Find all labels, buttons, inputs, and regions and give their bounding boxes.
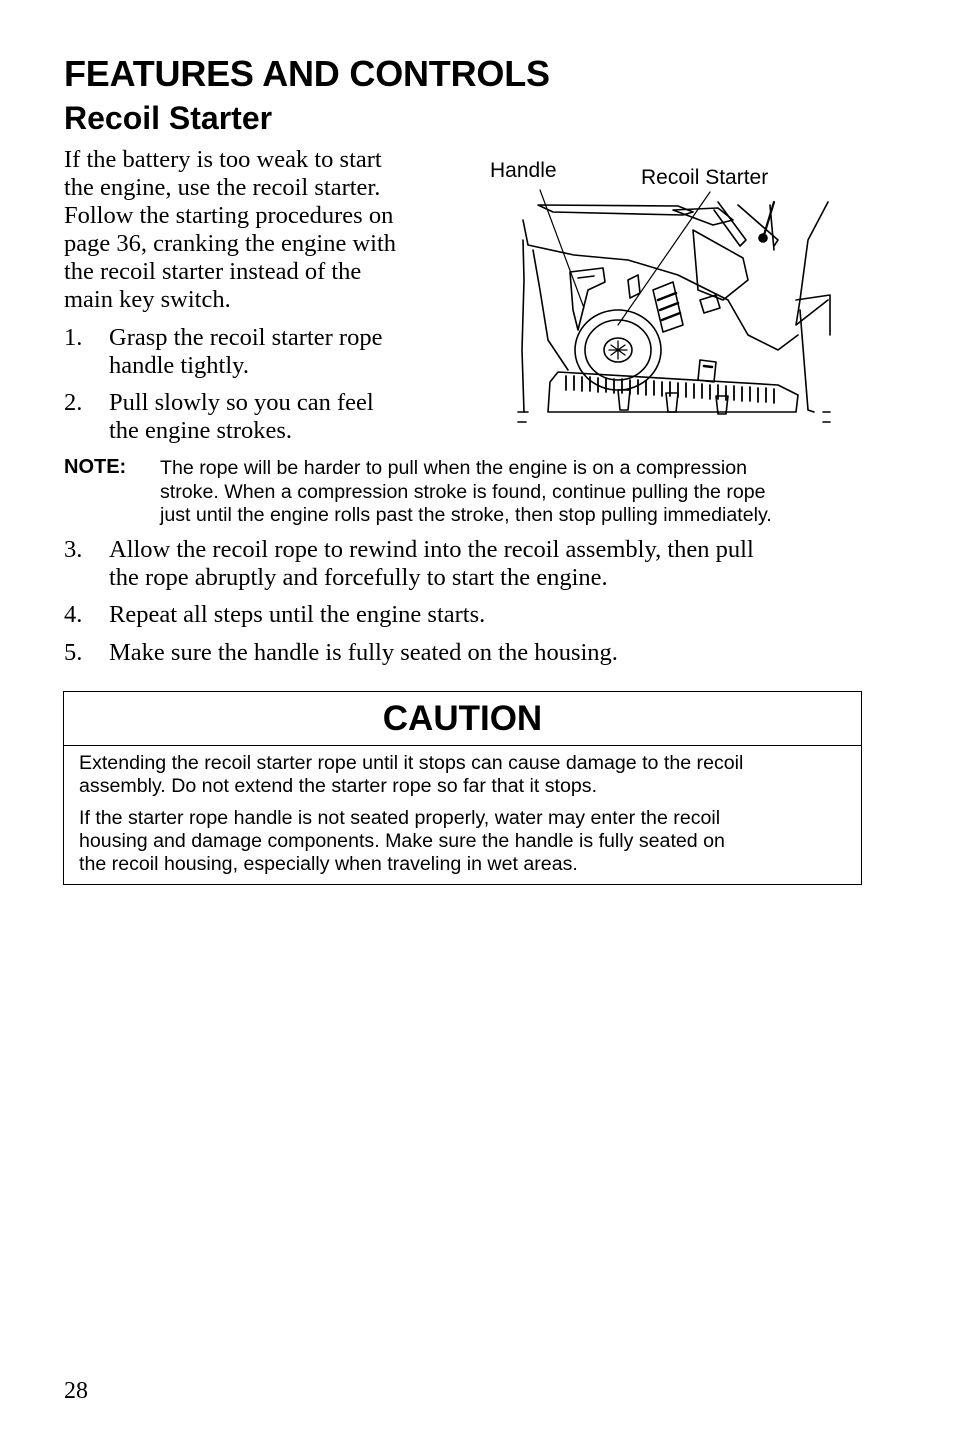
step-line: Allow the recoil rope to rewind into the recoil assembly, then pull	[109, 536, 754, 563]
step-1	[64, 324, 444, 380]
step-4	[64, 601, 864, 629]
caution-line: the recoil housing, especially when traveling in wet areas.	[79, 853, 578, 875]
step-line: the engine strokes.	[109, 417, 293, 444]
step-text	[109, 324, 382, 380]
caution-line: Extending the recoil starter rope until it stops can cause damage to the recoil	[79, 752, 744, 774]
step-text	[109, 389, 374, 445]
recoil-starter-figure	[478, 150, 838, 440]
caution-line: assembly. Do not extend the starter rope so far that it stops.	[79, 775, 598, 797]
caution-box	[63, 691, 862, 885]
step-line: handle tightly.	[109, 352, 249, 379]
step-5	[64, 639, 864, 667]
caution-paragraph	[79, 752, 846, 798]
step-2	[64, 389, 444, 445]
recoil-starter-illustration	[478, 150, 838, 440]
subsection-title: Recoil Starter	[64, 100, 273, 136]
intro-line: Follow the starting procedures on	[64, 202, 394, 229]
step-line: Grasp the recoil starter rope	[109, 324, 383, 351]
step-number: 2.	[64, 389, 83, 416]
step-line: Repeat all steps until the engine starts.	[109, 601, 486, 628]
step-number: 1.	[64, 324, 83, 351]
caution-title: CAUTION	[64, 692, 861, 746]
figure-label-handle: Handle	[490, 159, 557, 182]
step-3	[64, 536, 864, 592]
step-number: 5.	[64, 639, 83, 666]
step-text	[109, 536, 754, 592]
intro-line: the engine, use the recoil starter.	[64, 174, 381, 201]
recoil-callout-line	[618, 192, 710, 325]
step-text	[109, 639, 618, 667]
intro-line: page 36, cranking the engine with	[64, 230, 397, 257]
caution-body	[64, 746, 861, 876]
step-line: Pull slowly so you can feel	[109, 389, 374, 416]
page-number: 28	[64, 1378, 88, 1404]
step-line: the rope abruptly and forcefully to start the engine.	[109, 564, 608, 591]
section-title: FEATURES AND CONTROLS	[64, 53, 550, 94]
intro-line: the recoil starter instead of the	[64, 258, 362, 285]
note-line: just until the engine rolls past the stroke, then stop pulling immediately.	[160, 504, 772, 526]
caution-paragraph	[79, 807, 846, 876]
step-number: 3.	[64, 536, 83, 563]
caution-line: housing and damage components. Make sure the handle is fully seated on	[79, 830, 725, 852]
note-label: NOTE:	[64, 456, 127, 478]
intro-line: If the battery is too weak to start	[64, 146, 382, 173]
figure-label-recoil-starter: Recoil Starter	[641, 166, 769, 189]
caution-line: If the starter rope handle is not seated properly, water may enter the recoil	[79, 807, 721, 829]
intro-line: main key switch.	[64, 286, 231, 313]
note-line: stroke. When a compression stroke is found, continue pulling the rope	[160, 480, 766, 503]
note-line: The rope will be harder to pull when the engine is on a compression	[160, 457, 748, 479]
intro-paragraph	[64, 146, 449, 314]
note-text	[160, 457, 880, 528]
step-text	[109, 601, 485, 629]
step-line: Make sure the handle is fully seated on the housing.	[109, 639, 618, 666]
step-number: 4.	[64, 601, 83, 628]
